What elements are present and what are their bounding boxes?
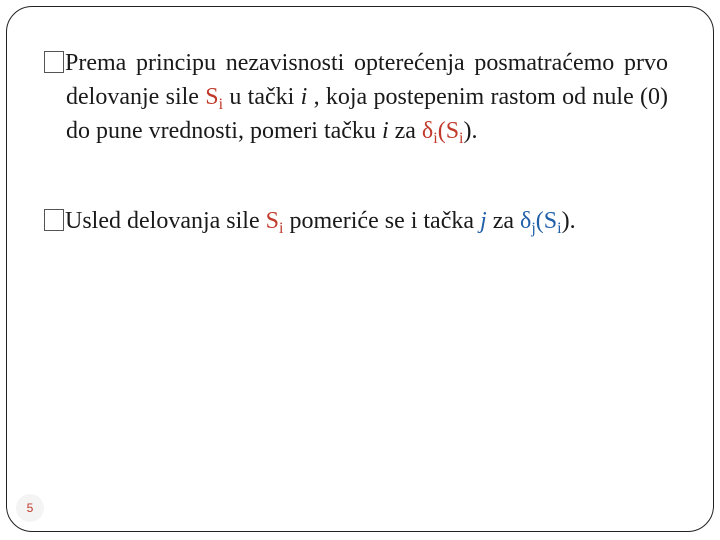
point-i-var: i [300, 84, 308, 110]
point-j-var: j [480, 208, 487, 234]
slide-number: 5 [16, 494, 44, 522]
bullet-1-text-start: Prema principu nezavisnosti opterećenja posmatraćemo prvo delovanje sile [65, 50, 668, 110]
force-symbol: $S_i$ [265, 208, 284, 237]
force-symbol: $S_i$ [205, 84, 224, 113]
bullet-paragraph-1 [44, 46, 668, 148]
bullet-1-text-2: u tački [223, 84, 301, 110]
displacement-symbol: $\delta_i(S_i$ [421, 118, 464, 147]
bullet-marker-icon [44, 51, 64, 73]
bullet-1-text-4: za [388, 118, 422, 144]
bullet-1-text-end: ). [463, 118, 478, 144]
point-i-var-2: i [381, 118, 389, 144]
bullet-2-text-2: pomeriće se i tačka [283, 208, 481, 234]
bullet-2-text-end: ). [561, 208, 576, 234]
bullet-1-text-3: , koja postepenim rastom od nule (0) do pune vrednosti, pomeri tačku [66, 84, 669, 144]
displacement-symbol-j: $\delta_j(S_i$ [520, 208, 562, 237]
bullet-marker-icon [44, 209, 64, 231]
bullet-paragraph-2 [44, 204, 668, 238]
bullet-2-text-start: Usled delovanja sile [65, 208, 266, 234]
bullet-2-text-3: za [486, 208, 520, 234]
